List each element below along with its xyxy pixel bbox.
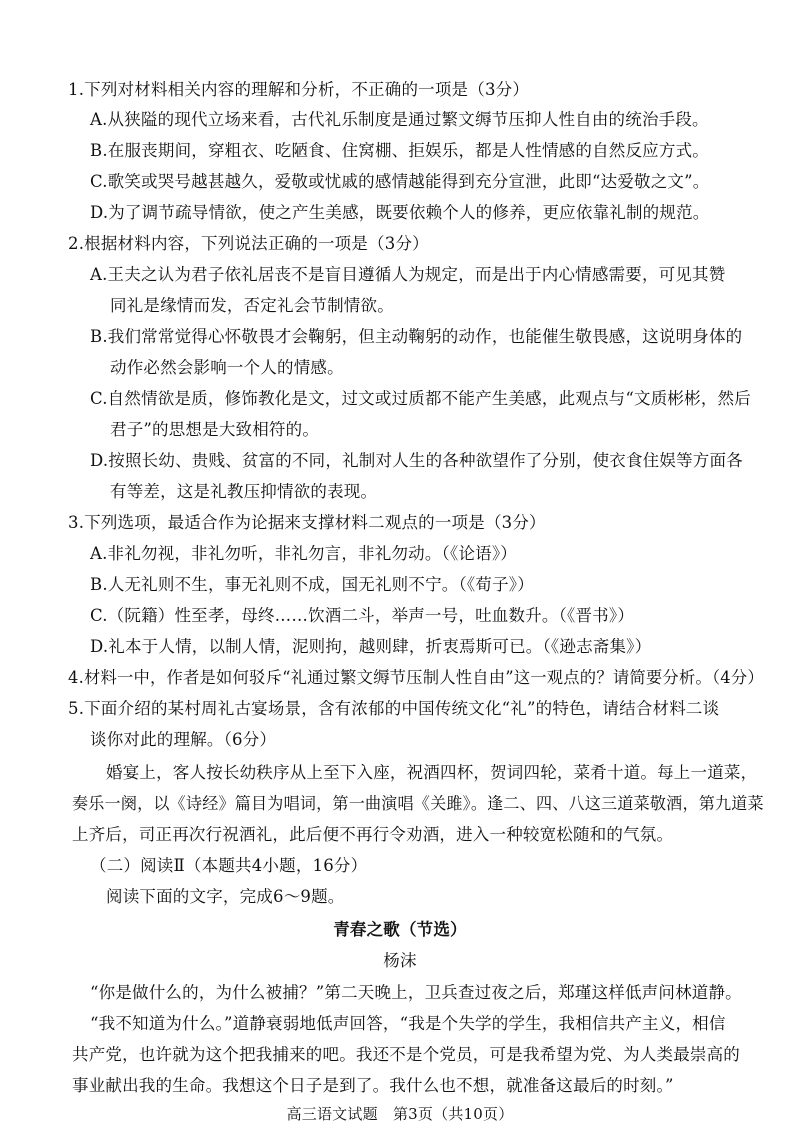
question-2-option-a: A.王夫之认为君子依礼居丧不是盲目遵循人为规定，而是出于内心情感需要，可见其赞 <box>90 265 726 284</box>
passage-line-3: 共产党，也许就为这个把我捕来的吧。我还不是个党员，可是我希望为党、为人类最崇高的 <box>72 1045 740 1064</box>
question-1-option-b: B.在服丧期间，穿粗衣、吃陋食、住窝棚、拒娱乐，都是人性情感的自然反应方式。 <box>90 141 709 160</box>
question-2-option-d-cont: 有等差，这是礼教压抑情欲的表现。 <box>110 482 378 501</box>
passage-author: 杨沫 <box>383 951 417 970</box>
question-2-option-b: B.我们常常觉得心怀敬畏才会鞠躬，但主动鞠躬的动作，也能催生敬畏感，这说明身体的 <box>90 327 743 346</box>
question-2-option-c: C.自然情欲是质，修饰教化是文，过文或过质都不能产生美感，此观点与“文质彬彬，然后 <box>90 389 751 408</box>
question-2-option-c-cont: 君子”的思想是大致相符的。 <box>110 420 320 439</box>
question-3-option-b: B.人无礼则不生，事无礼则不成，国无礼则不宁。（《荀子》） <box>90 575 534 594</box>
passage-line-4: 事业献出我的生命。我想这个日子是到了。我什么也不想，就准备这最后的时刻。” <box>72 1076 674 1095</box>
scene-passage-line-3: 上齐后，司正再次行祝酒礼，此后便不再行令劝酒，进入一种较宽松随和的气氛。 <box>72 825 674 844</box>
scene-passage-line-1: 婚宴上，客人按长幼秩序从上至下入座，祝酒四杯，贺词四轮，菜肴十道。每上一道菜， <box>106 763 758 782</box>
question-1-option-d: D.为了调节疏导情欲，使之产生美感，既要依赖个人的修养，更应依靠礼制的规范。 <box>90 203 710 222</box>
question-3-option-a: A.非礼勿视，非礼勿听，非礼勿言，非礼勿动。（《论语》） <box>90 544 518 563</box>
question-5-stem: 5.下面介绍的某村周礼古宴场景，含有浓郁的中国传统文化“礼”的特色，请结合材料二谈 <box>68 699 720 718</box>
question-1-stem: 1.下列对材料相关内容的理解和分析，不正确的一项是（3分） <box>68 80 530 99</box>
section-2-instruction: 阅读下面的文字，完成6～9题。 <box>106 887 345 906</box>
question-3-option-d: D.礼本于人情，以制人情，泥则拘，越则肆，折衷焉斯可已。（《逊志斋集》） <box>90 637 652 656</box>
question-2-option-b-cont: 动作必然会影响一个人的情感。 <box>110 358 344 377</box>
question-3-option-c: C.（阮籍）性至孝，母终……饮酒二斗，举声一号，吐血数升。（《晋书》） <box>90 606 635 625</box>
passage-line-1: “你是做什么的，为什么被捕？”第二天晚上，卫兵查过夜之后，郑瑾这样低声问林道静。 <box>90 983 742 1002</box>
question-2-stem: 2.根据材料内容，下列说法正确的一项是（3分） <box>68 234 429 253</box>
question-1-option-c: C.歌笑或哭号越甚越久，爱敬或忧戚的感情越能得到充分宣泄，此即“达爱敬之文”。 <box>90 172 710 191</box>
question-3-stem: 3.下列选项，最适合作为论据来支撑材料二观点的一项是（3分） <box>68 513 546 532</box>
question-1-option-a: A.从狭隘的现代立场来看，古代礼乐制度是通过繁文缛节压抑人性自由的统治手段。 <box>90 110 709 129</box>
scene-passage-line-2: 奏乐一阕，以《诗经》篇目为唱词，第一曲演唱《关雎》。逢二、四、八这三道菜敬酒，第九道菜 <box>72 794 764 813</box>
section-2-heading: （二）阅读Ⅱ（本题共4小题，16分） <box>90 856 368 875</box>
question-2-option-d: D.按照长幼、贵贱、贫富的不同，礼制对人生的各种欲望作了分别，使衣食住娱等方面各 <box>90 451 743 470</box>
question-5-stem-cont: 谈你对此的理解。（6分） <box>90 730 277 749</box>
page-footer: 高三语文试题 第3页（共10页） <box>286 1105 514 1123</box>
passage-title: 青春之歌（节选） <box>333 920 467 939</box>
question-4-stem: 4.材料一中，作者是如何驳斥“礼通过繁文缛节压制人性自由”这一观点的？请简要分析。（4分） <box>68 668 764 687</box>
question-2-option-a-cont: 同礼是缘情而发，否定礼会节制情欲。 <box>110 296 394 315</box>
passage-line-2: “我不知道为什么。”道静衰弱地低声回答，“我是个失学的学生，我相信共产主义，相信 <box>90 1014 726 1033</box>
